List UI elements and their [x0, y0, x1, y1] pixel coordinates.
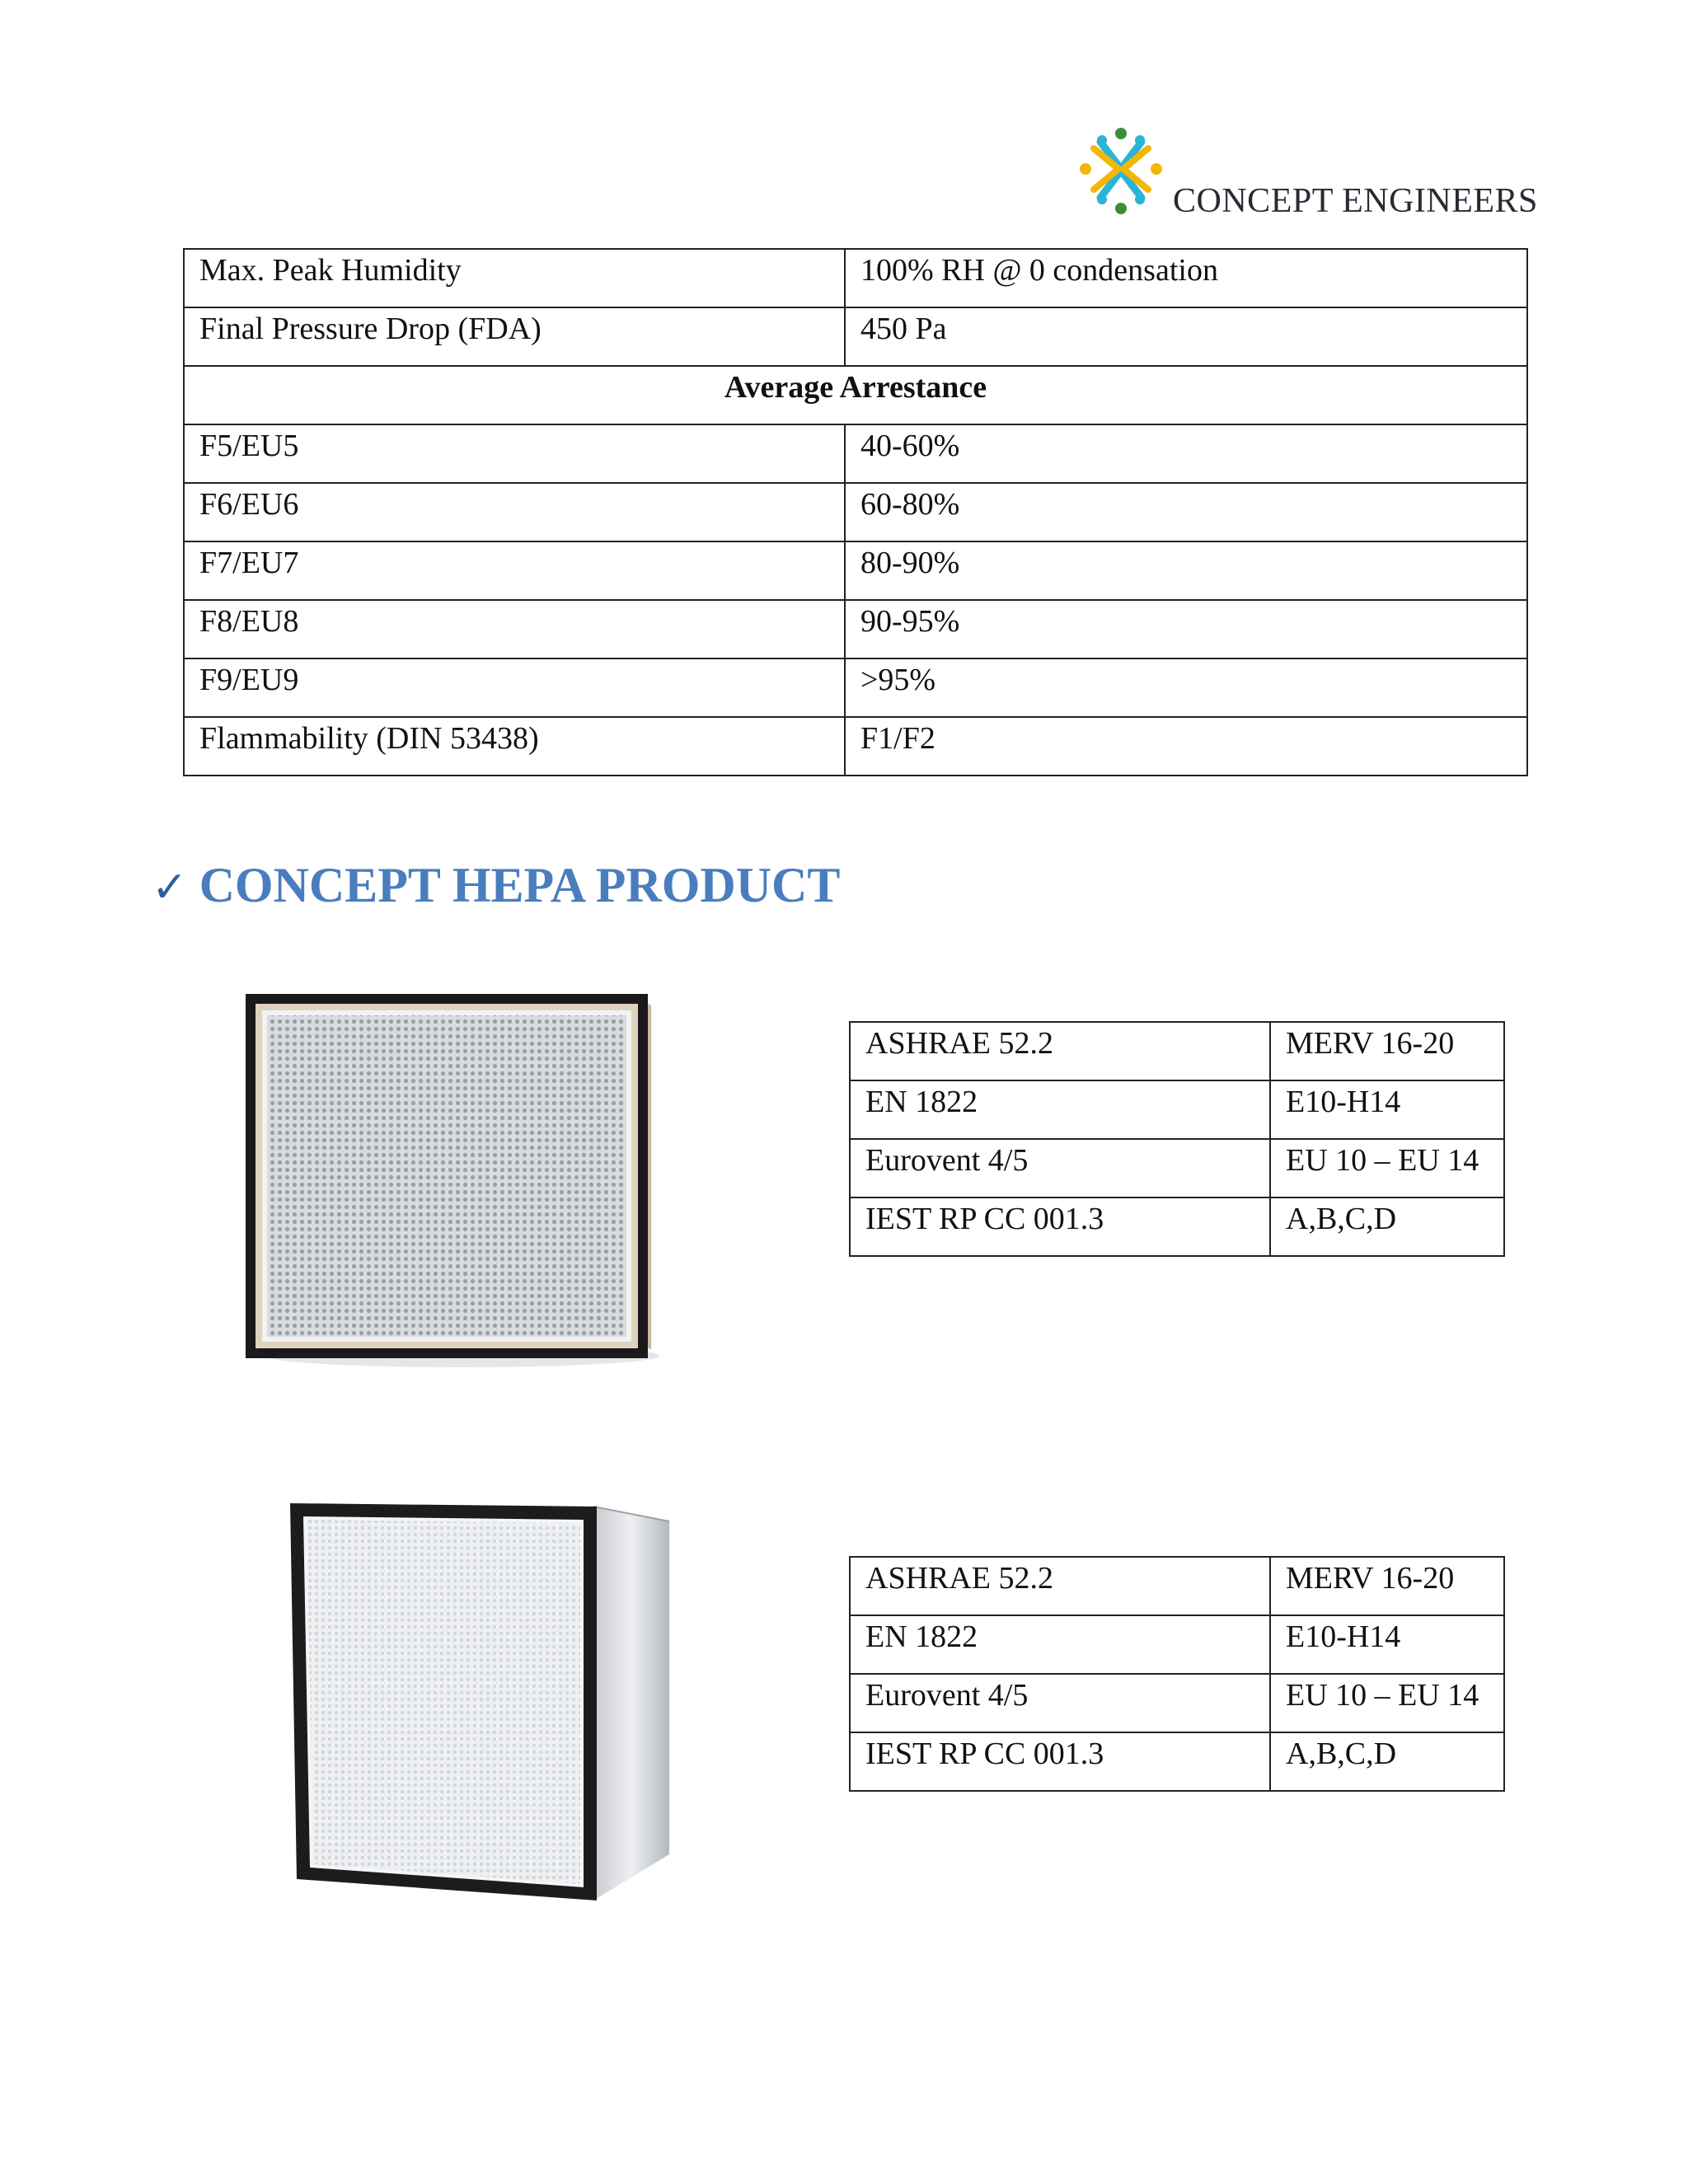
- table-section-row: [184, 366, 1527, 424]
- standard-label: ASHRAE 52.2: [850, 1557, 1270, 1615]
- spec-value: >95%: [845, 658, 1527, 717]
- checkmark-icon: ✓: [152, 863, 188, 912]
- people-circle-logo-icon: [1076, 124, 1166, 218]
- standard-label: IEST RP CC 001.3: [850, 1732, 1270, 1791]
- section-heading: [152, 857, 840, 914]
- table-row: [850, 1557, 1504, 1615]
- average-arrestance-heading: Average Arrestance: [184, 366, 1527, 424]
- table-row: [184, 307, 1527, 366]
- spec-label: F7/EU7: [184, 541, 845, 600]
- table-row: [850, 1022, 1504, 1080]
- table-row: [850, 1080, 1504, 1139]
- table-row: [184, 424, 1527, 483]
- standard-label: Eurovent 4/5: [850, 1139, 1270, 1197]
- standard-value: EU 10 – EU 14: [1270, 1674, 1504, 1732]
- section-title: CONCEPT HEPA PRODUCT: [199, 858, 841, 912]
- table-row: [850, 1615, 1504, 1674]
- standard-value: MERV 16-20: [1270, 1022, 1504, 1080]
- table-row: [184, 249, 1527, 307]
- hepa-standards-table: [849, 1556, 1505, 1792]
- standard-label: IEST RP CC 001.3: [850, 1197, 1270, 1256]
- table-row: [850, 1139, 1504, 1197]
- spec-value: 80-90%: [845, 541, 1527, 600]
- spec-label: F6/EU6: [184, 483, 845, 541]
- standard-label: EN 1822: [850, 1080, 1270, 1139]
- spec-value: 90-95%: [845, 600, 1527, 658]
- spec-value: 60-80%: [845, 483, 1527, 541]
- standard-value: EU 10 – EU 14: [1270, 1139, 1504, 1197]
- spec-value: 40-60%: [845, 424, 1527, 483]
- spec-value: 100% RH @ 0 condensation: [845, 249, 1527, 307]
- standard-label: EN 1822: [850, 1615, 1270, 1674]
- table-row: [184, 658, 1527, 717]
- standard-value: E10-H14: [1270, 1615, 1504, 1674]
- spec-label: F5/EU5: [184, 424, 845, 483]
- spec-value: F1/F2: [845, 717, 1527, 776]
- standard-value: A,B,C,D: [1270, 1197, 1504, 1256]
- standard-value: A,B,C,D: [1270, 1732, 1504, 1791]
- hepa-panel-filter-image: [280, 1492, 676, 1924]
- table-row: [184, 483, 1527, 541]
- spec-label: Final Pressure Drop (FDA): [184, 307, 845, 366]
- table-row: [184, 717, 1527, 776]
- hepa-standards-table: [849, 1021, 1505, 1257]
- standard-label: Eurovent 4/5: [850, 1674, 1270, 1732]
- spec-label: F8/EU8: [184, 600, 845, 658]
- standard-value: E10-H14: [1270, 1080, 1504, 1139]
- company-logo: [1076, 124, 1587, 231]
- standard-label: ASHRAE 52.2: [850, 1022, 1270, 1080]
- table-row: [184, 541, 1527, 600]
- table-row: [850, 1732, 1504, 1791]
- table-row: [184, 600, 1527, 658]
- spec-label: Max. Peak Humidity: [184, 249, 845, 307]
- spec-value: 450 Pa: [845, 307, 1527, 366]
- spec-label: Flammability (DIN 53438): [184, 717, 845, 776]
- hepa-box-filter-image: [239, 981, 668, 1380]
- spec-label: F9/EU9: [184, 658, 845, 717]
- table-row: [850, 1197, 1504, 1256]
- table-row: [850, 1674, 1504, 1732]
- standard-value: MERV 16-20: [1270, 1557, 1504, 1615]
- filter-spec-table: [183, 248, 1528, 776]
- company-name: CONCEPT ENGINEERS: [1173, 182, 1538, 220]
